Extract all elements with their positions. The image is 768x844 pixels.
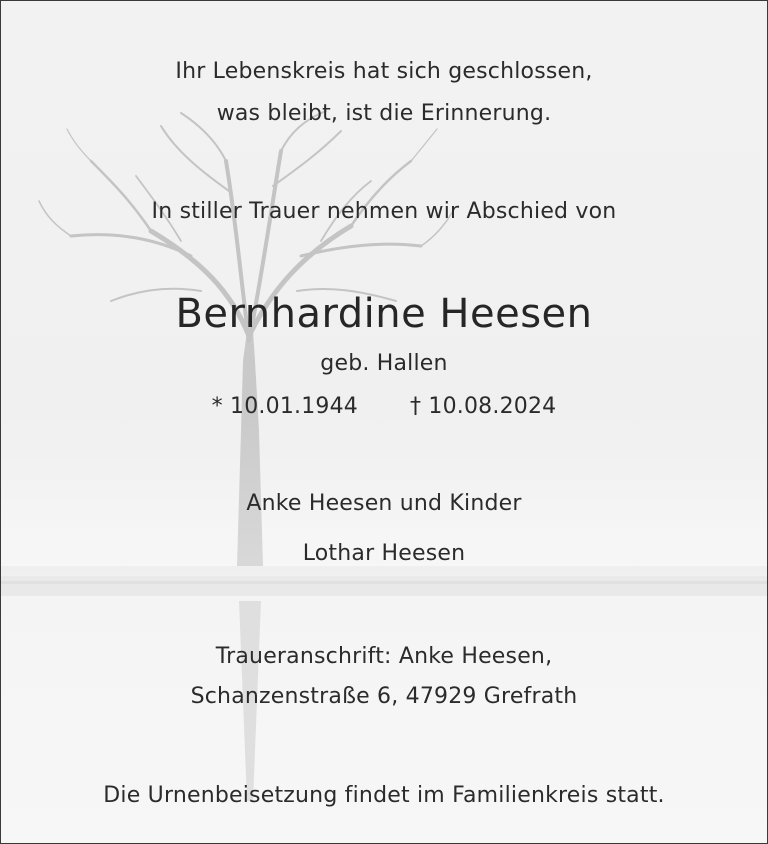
deceased-name: Bernhardine Heesen — [175, 291, 593, 337]
tree-background-image — [1, 1, 767, 843]
maiden-name: geb. Hallen — [320, 351, 448, 376]
burial-note: Die Urnenbeisetzung findet im Familienkreis statt. — [103, 783, 665, 808]
poem-line-1: Ihr Lebenskreis hat sich geschlossen, — [175, 59, 593, 84]
mourner-line-2: Lothar Heesen — [302, 541, 466, 566]
address-line-2: Schanzenstraße 6, 47929 Grefrath — [190, 684, 578, 709]
intro-text: In stiller Trauer nehmen wir Abschied von — [151, 199, 617, 224]
death-date: † 10.08.2024 — [410, 394, 557, 419]
address-line-1: Traueranschrift: Anke Heesen, — [215, 644, 553, 669]
life-dates — [1, 394, 767, 419]
birth-date: * 10.01.1944 — [211, 394, 358, 419]
poem-line-2: was bleibt, ist die Erinnerung. — [216, 101, 552, 126]
mourner-line-1: Anke Heesen und Kinder — [246, 491, 522, 516]
